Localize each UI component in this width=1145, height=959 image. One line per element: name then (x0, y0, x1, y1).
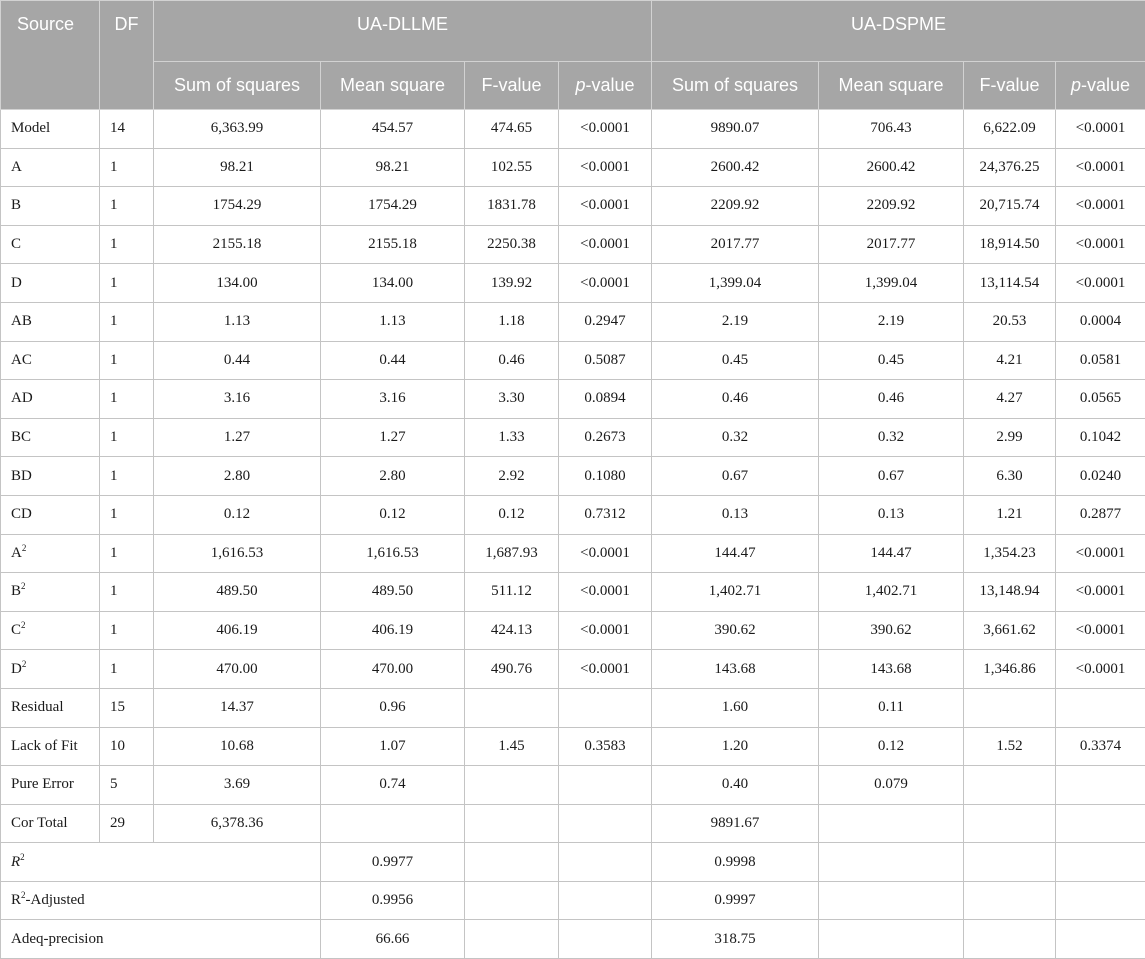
dspme-p-value-cell: 0.0240 (1056, 457, 1145, 496)
dllme-p-value-cell (559, 766, 652, 805)
source-cell (1, 302, 100, 341)
dspme-sum-of-squares-cell: 9890.07 (652, 110, 819, 149)
dllme-mean-square-cell: 3.16 (321, 380, 465, 419)
dspme-mean-square-cell: 0.12 (819, 727, 964, 766)
dspme-f-value-cell: 3,661.62 (964, 611, 1056, 650)
stat-label-cell (1, 920, 321, 959)
dllme-sum-of-squares-cell: 2.80 (154, 457, 321, 496)
df-cell: 1 (100, 457, 154, 496)
table-row (1, 187, 1145, 226)
dllme-p-value-cell: <0.0001 (559, 650, 652, 689)
dllme-p-value-cell: <0.0001 (559, 264, 652, 303)
source-label: Pure Error (11, 776, 74, 792)
dspme-p-value-cell (1056, 920, 1145, 959)
dspme-sum-of-squares-cell: 0.46 (652, 380, 819, 419)
dllme-mean-square-cell: 0.74 (321, 766, 465, 805)
dspme-mean-square-cell: 2600.42 (819, 148, 964, 187)
source-label: BD (11, 468, 32, 484)
dllme-f-value-cell: 1.45 (465, 727, 559, 766)
stat-label-rest: -Adjusted (26, 892, 85, 908)
table-row (1, 688, 1145, 727)
dspme-f-value-cell: 6.30 (964, 457, 1056, 496)
dllme-mean-square-cell: 134.00 (321, 264, 465, 303)
dllme-sum-of-squares-cell: 0.12 (154, 495, 321, 534)
dspme-f-value-cell: 13,148.94 (964, 573, 1056, 612)
header-group-ua-dspme: UA-DSPME (652, 1, 1145, 62)
dllme-f-value-cell (465, 766, 559, 805)
dspme-p-value-cell: 0.3374 (1056, 727, 1145, 766)
dspme-f-value-cell: 24,376.25 (964, 148, 1056, 187)
df-cell: 1 (100, 341, 154, 380)
dllme-f-value-cell: 102.55 (465, 148, 559, 187)
header-dllme-sum-of-squares: Sum of squares (154, 62, 321, 110)
stat-label: Adeq-precision (11, 931, 103, 947)
source-cell (1, 457, 100, 496)
dllme-f-value-cell: 1831.78 (465, 187, 559, 226)
dllme-sum-of-squares-cell: 6,363.99 (154, 110, 321, 149)
df-cell: 1 (100, 302, 154, 341)
dspme-sum-of-squares-cell: 0.13 (652, 495, 819, 534)
source-cell (1, 341, 100, 380)
dllme-f-value-cell: 511.12 (465, 573, 559, 612)
source-cell (1, 264, 100, 303)
source-label: D (11, 275, 22, 291)
dspme-p-value-cell: 0.0581 (1056, 341, 1145, 380)
table-row (1, 380, 1145, 419)
dspme-p-value-cell: <0.0001 (1056, 110, 1145, 149)
dllme-f-value-cell: 424.13 (465, 611, 559, 650)
superscript: 2 (22, 659, 27, 669)
dllme-f-value-cell (465, 881, 559, 920)
source-label: CD (11, 506, 32, 522)
dspme-f-value-cell (964, 688, 1056, 727)
dspme-f-value-cell: 1,354.23 (964, 534, 1056, 573)
dspme-p-value-cell: <0.0001 (1056, 264, 1145, 303)
header-dspme-f-value: F-value (964, 62, 1056, 110)
dspme-sum-of-squares-cell: 1,399.04 (652, 264, 819, 303)
df-cell: 1 (100, 418, 154, 457)
dspme-sum-of-squares-cell: 0.9997 (652, 881, 819, 920)
dllme-f-value-cell (465, 688, 559, 727)
table-row (1, 495, 1145, 534)
p-rest: -value (1081, 75, 1130, 95)
header-dllme-p-value (559, 62, 652, 110)
df-cell: 1 (100, 611, 154, 650)
source-label: C (11, 622, 21, 638)
source-cell (1, 650, 100, 689)
dllme-f-value-cell: 1.18 (465, 302, 559, 341)
df-cell: 1 (100, 573, 154, 612)
dllme-mean-square-cell: 454.57 (321, 110, 465, 149)
dllme-mean-square-cell: 1754.29 (321, 187, 465, 226)
dllme-mean-square-cell: 0.9956 (321, 881, 465, 920)
dllme-p-value-cell: 0.0894 (559, 380, 652, 419)
dspme-mean-square-cell (819, 843, 964, 882)
table-body (1, 110, 1145, 959)
header-group-ua-dllme: UA-DLLME (154, 1, 652, 62)
source-label: C (11, 236, 21, 252)
superscript: 2 (21, 890, 26, 900)
dllme-p-value-cell: <0.0001 (559, 187, 652, 226)
table-row (1, 766, 1145, 805)
dllme-f-value-cell: 0.12 (465, 495, 559, 534)
dllme-f-value-cell: 3.30 (465, 380, 559, 419)
source-cell (1, 727, 100, 766)
dllme-sum-of-squares-cell: 406.19 (154, 611, 321, 650)
dllme-p-value-cell (559, 920, 652, 959)
dllme-mean-square-cell: 0.9977 (321, 843, 465, 882)
dspme-mean-square-cell: 706.43 (819, 110, 964, 149)
df-cell: 15 (100, 688, 154, 727)
source-cell (1, 611, 100, 650)
source-cell (1, 110, 100, 149)
dspme-sum-of-squares-cell: 2017.77 (652, 225, 819, 264)
dspme-p-value-cell: <0.0001 (1056, 650, 1145, 689)
dspme-mean-square-cell: 0.13 (819, 495, 964, 534)
dllme-sum-of-squares-cell: 489.50 (154, 573, 321, 612)
dspme-mean-square-cell: 0.079 (819, 766, 964, 805)
table-row (1, 804, 1145, 843)
dspme-f-value-cell: 4.27 (964, 380, 1056, 419)
stat-row (1, 920, 1145, 959)
source-cell (1, 804, 100, 843)
source-label: AD (11, 390, 33, 406)
dllme-p-value-cell: <0.0001 (559, 534, 652, 573)
dspme-p-value-cell: <0.0001 (1056, 534, 1145, 573)
table-row (1, 225, 1145, 264)
dspme-sum-of-squares-cell: 1,402.71 (652, 573, 819, 612)
dllme-sum-of-squares-cell: 3.16 (154, 380, 321, 419)
df-cell: 5 (100, 766, 154, 805)
dspme-p-value-cell: <0.0001 (1056, 611, 1145, 650)
p-italic: p (1071, 75, 1081, 95)
stat-row (1, 843, 1145, 882)
source-label: Residual (11, 699, 64, 715)
source-cell (1, 688, 100, 727)
source-cell (1, 225, 100, 264)
dllme-mean-square-cell: 489.50 (321, 573, 465, 612)
dllme-p-value-cell: 0.2673 (559, 418, 652, 457)
source-cell (1, 187, 100, 226)
df-cell: 1 (100, 187, 154, 226)
dllme-mean-square-cell: 0.44 (321, 341, 465, 380)
df-cell: 10 (100, 727, 154, 766)
dspme-mean-square-cell (819, 920, 964, 959)
df-cell: 14 (100, 110, 154, 149)
dllme-mean-square-cell: 1.13 (321, 302, 465, 341)
dspme-sum-of-squares-cell: 0.45 (652, 341, 819, 380)
dllme-p-value-cell: <0.0001 (559, 148, 652, 187)
table-row (1, 457, 1145, 496)
dllme-sum-of-squares-cell: 1,616.53 (154, 534, 321, 573)
dllme-p-value-cell: 0.5087 (559, 341, 652, 380)
dllme-sum-of-squares-cell: 1.13 (154, 302, 321, 341)
dllme-sum-of-squares-cell: 134.00 (154, 264, 321, 303)
dllme-f-value-cell: 1.33 (465, 418, 559, 457)
df-cell: 1 (100, 650, 154, 689)
source-label: B (11, 583, 21, 599)
dspme-p-value-cell (1056, 881, 1145, 920)
superscript: 2 (22, 543, 27, 553)
dspme-p-value-cell (1056, 804, 1145, 843)
dllme-f-value-cell: 1,687.93 (465, 534, 559, 573)
table-row (1, 650, 1145, 689)
dllme-p-value-cell: 0.7312 (559, 495, 652, 534)
superscript: 2 (20, 852, 25, 862)
dspme-f-value-cell (964, 920, 1056, 959)
dspme-sum-of-squares-cell: 390.62 (652, 611, 819, 650)
dspme-f-value-cell: 4.21 (964, 341, 1056, 380)
source-label: A (11, 545, 22, 561)
dspme-mean-square-cell (819, 804, 964, 843)
dllme-f-value-cell (465, 804, 559, 843)
dspme-sum-of-squares-cell: 143.68 (652, 650, 819, 689)
header-dllme-mean-square: Mean square (321, 62, 465, 110)
dspme-mean-square-cell: 144.47 (819, 534, 964, 573)
source-label: Cor Total (11, 815, 68, 831)
df-cell: 1 (100, 495, 154, 534)
dllme-mean-square-cell (321, 804, 465, 843)
dllme-f-value-cell: 0.46 (465, 341, 559, 380)
table-row (1, 264, 1145, 303)
dspme-f-value-cell (964, 766, 1056, 805)
dllme-p-value-cell (559, 843, 652, 882)
dspme-p-value-cell: 0.1042 (1056, 418, 1145, 457)
dspme-p-value-cell (1056, 688, 1145, 727)
dspme-sum-of-squares-cell: 2600.42 (652, 148, 819, 187)
source-label: AC (11, 352, 32, 368)
superscript: 2 (21, 620, 26, 630)
dspme-p-value-cell: <0.0001 (1056, 225, 1145, 264)
dllme-p-value-cell (559, 688, 652, 727)
p-rest: -value (586, 75, 635, 95)
dspme-sum-of-squares-cell: 0.9998 (652, 843, 819, 882)
dspme-sum-of-squares-cell: 2209.92 (652, 187, 819, 226)
dspme-mean-square-cell: 2017.77 (819, 225, 964, 264)
p-italic: p (575, 75, 585, 95)
dspme-mean-square-cell: 2.19 (819, 302, 964, 341)
dspme-sum-of-squares-cell: 144.47 (652, 534, 819, 573)
header-dspme-sum-of-squares: Sum of squares (652, 62, 819, 110)
dspme-f-value-cell (964, 881, 1056, 920)
dllme-mean-square-cell: 0.12 (321, 495, 465, 534)
dspme-f-value-cell: 20.53 (964, 302, 1056, 341)
df-cell: 1 (100, 264, 154, 303)
dllme-sum-of-squares-cell: 1754.29 (154, 187, 321, 226)
dllme-p-value-cell: 0.3583 (559, 727, 652, 766)
dspme-sum-of-squares-cell: 0.32 (652, 418, 819, 457)
dllme-mean-square-cell: 66.66 (321, 920, 465, 959)
source-label: Lack of Fit (11, 738, 78, 754)
dllme-p-value-cell: <0.0001 (559, 110, 652, 149)
dspme-sum-of-squares-cell: 0.40 (652, 766, 819, 805)
dllme-p-value-cell (559, 881, 652, 920)
table-row (1, 611, 1145, 650)
dllme-p-value-cell: 0.2947 (559, 302, 652, 341)
dspme-sum-of-squares-cell: 1.20 (652, 727, 819, 766)
dspme-sum-of-squares-cell: 2.19 (652, 302, 819, 341)
source-cell (1, 418, 100, 457)
dllme-mean-square-cell: 1.07 (321, 727, 465, 766)
header-source: Source (1, 1, 100, 110)
dspme-p-value-cell: <0.0001 (1056, 573, 1145, 612)
dspme-p-value-cell: <0.0001 (1056, 148, 1145, 187)
dllme-mean-square-cell: 2.80 (321, 457, 465, 496)
dllme-mean-square-cell: 1,616.53 (321, 534, 465, 573)
dspme-mean-square-cell: 390.62 (819, 611, 964, 650)
df-cell: 1 (100, 534, 154, 573)
dspme-p-value-cell: 0.0565 (1056, 380, 1145, 419)
dllme-p-value-cell: 0.1080 (559, 457, 652, 496)
dllme-f-value-cell: 2250.38 (465, 225, 559, 264)
dspme-mean-square-cell (819, 881, 964, 920)
source-cell (1, 573, 100, 612)
table-row (1, 573, 1145, 612)
dllme-mean-square-cell: 0.96 (321, 688, 465, 727)
source-cell (1, 534, 100, 573)
dspme-mean-square-cell: 0.32 (819, 418, 964, 457)
dspme-f-value-cell: 2.99 (964, 418, 1056, 457)
source-label: Model (11, 120, 50, 136)
dllme-sum-of-squares-cell: 6,378.36 (154, 804, 321, 843)
header-row-groups (1, 1, 1145, 62)
header-df: DF (100, 1, 154, 110)
dllme-f-value-cell: 474.65 (465, 110, 559, 149)
dspme-p-value-cell: 0.0004 (1056, 302, 1145, 341)
dspme-sum-of-squares-cell: 318.75 (652, 920, 819, 959)
dspme-mean-square-cell: 0.67 (819, 457, 964, 496)
dllme-sum-of-squares-cell: 0.44 (154, 341, 321, 380)
dllme-p-value-cell (559, 804, 652, 843)
dspme-mean-square-cell: 0.46 (819, 380, 964, 419)
dllme-sum-of-squares-cell: 2155.18 (154, 225, 321, 264)
dllme-sum-of-squares-cell: 470.00 (154, 650, 321, 689)
dspme-p-value-cell: 0.2877 (1056, 495, 1145, 534)
header-dllme-f-value: F-value (465, 62, 559, 110)
dllme-f-value-cell (465, 920, 559, 959)
dspme-f-value-cell: 20,715.74 (964, 187, 1056, 226)
header-dspme-p-value (1056, 62, 1145, 110)
source-label: A (11, 159, 22, 175)
dspme-f-value-cell (964, 843, 1056, 882)
dllme-mean-square-cell: 406.19 (321, 611, 465, 650)
dspme-p-value-cell (1056, 766, 1145, 805)
dllme-mean-square-cell: 1.27 (321, 418, 465, 457)
dllme-sum-of-squares-cell: 3.69 (154, 766, 321, 805)
source-cell (1, 495, 100, 534)
source-label: AB (11, 313, 32, 329)
table-row (1, 534, 1145, 573)
dspme-f-value-cell: 1,346.86 (964, 650, 1056, 689)
source-cell (1, 380, 100, 419)
dspme-mean-square-cell: 143.68 (819, 650, 964, 689)
dspme-mean-square-cell: 0.11 (819, 688, 964, 727)
dspme-p-value-cell: <0.0001 (1056, 187, 1145, 226)
dllme-p-value-cell: <0.0001 (559, 573, 652, 612)
dspme-f-value-cell: 1.52 (964, 727, 1056, 766)
dspme-sum-of-squares-cell: 1.60 (652, 688, 819, 727)
dspme-f-value-cell (964, 804, 1056, 843)
source-cell (1, 766, 100, 805)
dllme-p-value-cell: <0.0001 (559, 611, 652, 650)
table-row (1, 341, 1145, 380)
dspme-sum-of-squares-cell: 9891.67 (652, 804, 819, 843)
dllme-f-value-cell (465, 843, 559, 882)
dllme-p-value-cell: <0.0001 (559, 225, 652, 264)
header-dspme-mean-square: Mean square (819, 62, 964, 110)
dspme-mean-square-cell: 2209.92 (819, 187, 964, 226)
dspme-f-value-cell: 13,114.54 (964, 264, 1056, 303)
dspme-mean-square-cell: 1,399.04 (819, 264, 964, 303)
source-cell (1, 148, 100, 187)
source-label: B (11, 197, 21, 213)
dllme-f-value-cell: 139.92 (465, 264, 559, 303)
dspme-f-value-cell: 18,914.50 (964, 225, 1056, 264)
source-label: BC (11, 429, 31, 445)
table-row (1, 110, 1145, 149)
dllme-sum-of-squares-cell: 98.21 (154, 148, 321, 187)
df-cell: 29 (100, 804, 154, 843)
header-row-columns (1, 62, 1145, 110)
dllme-sum-of-squares-cell: 14.37 (154, 688, 321, 727)
df-cell: 1 (100, 148, 154, 187)
dspme-sum-of-squares-cell: 0.67 (652, 457, 819, 496)
dllme-mean-square-cell: 2155.18 (321, 225, 465, 264)
table-row (1, 148, 1145, 187)
dspme-p-value-cell (1056, 843, 1145, 882)
table-row (1, 418, 1145, 457)
table-row (1, 727, 1145, 766)
dllme-sum-of-squares-cell: 10.68 (154, 727, 321, 766)
dspme-mean-square-cell: 1,402.71 (819, 573, 964, 612)
df-cell: 1 (100, 225, 154, 264)
dllme-mean-square-cell: 98.21 (321, 148, 465, 187)
dspme-f-value-cell: 1.21 (964, 495, 1056, 534)
df-cell: 1 (100, 380, 154, 419)
stat-label: R (11, 892, 21, 908)
dspme-mean-square-cell: 0.45 (819, 341, 964, 380)
dllme-f-value-cell: 490.76 (465, 650, 559, 689)
superscript: 2 (21, 581, 26, 591)
source-label: D (11, 661, 22, 677)
stat-row (1, 881, 1145, 920)
dllme-f-value-cell: 2.92 (465, 457, 559, 496)
dllme-mean-square-cell: 470.00 (321, 650, 465, 689)
dspme-f-value-cell: 6,622.09 (964, 110, 1056, 149)
stat-label-cell (1, 881, 321, 920)
dllme-sum-of-squares-cell: 1.27 (154, 418, 321, 457)
stat-label: R (11, 854, 20, 870)
table-row (1, 302, 1145, 341)
stat-label-cell (1, 843, 321, 882)
